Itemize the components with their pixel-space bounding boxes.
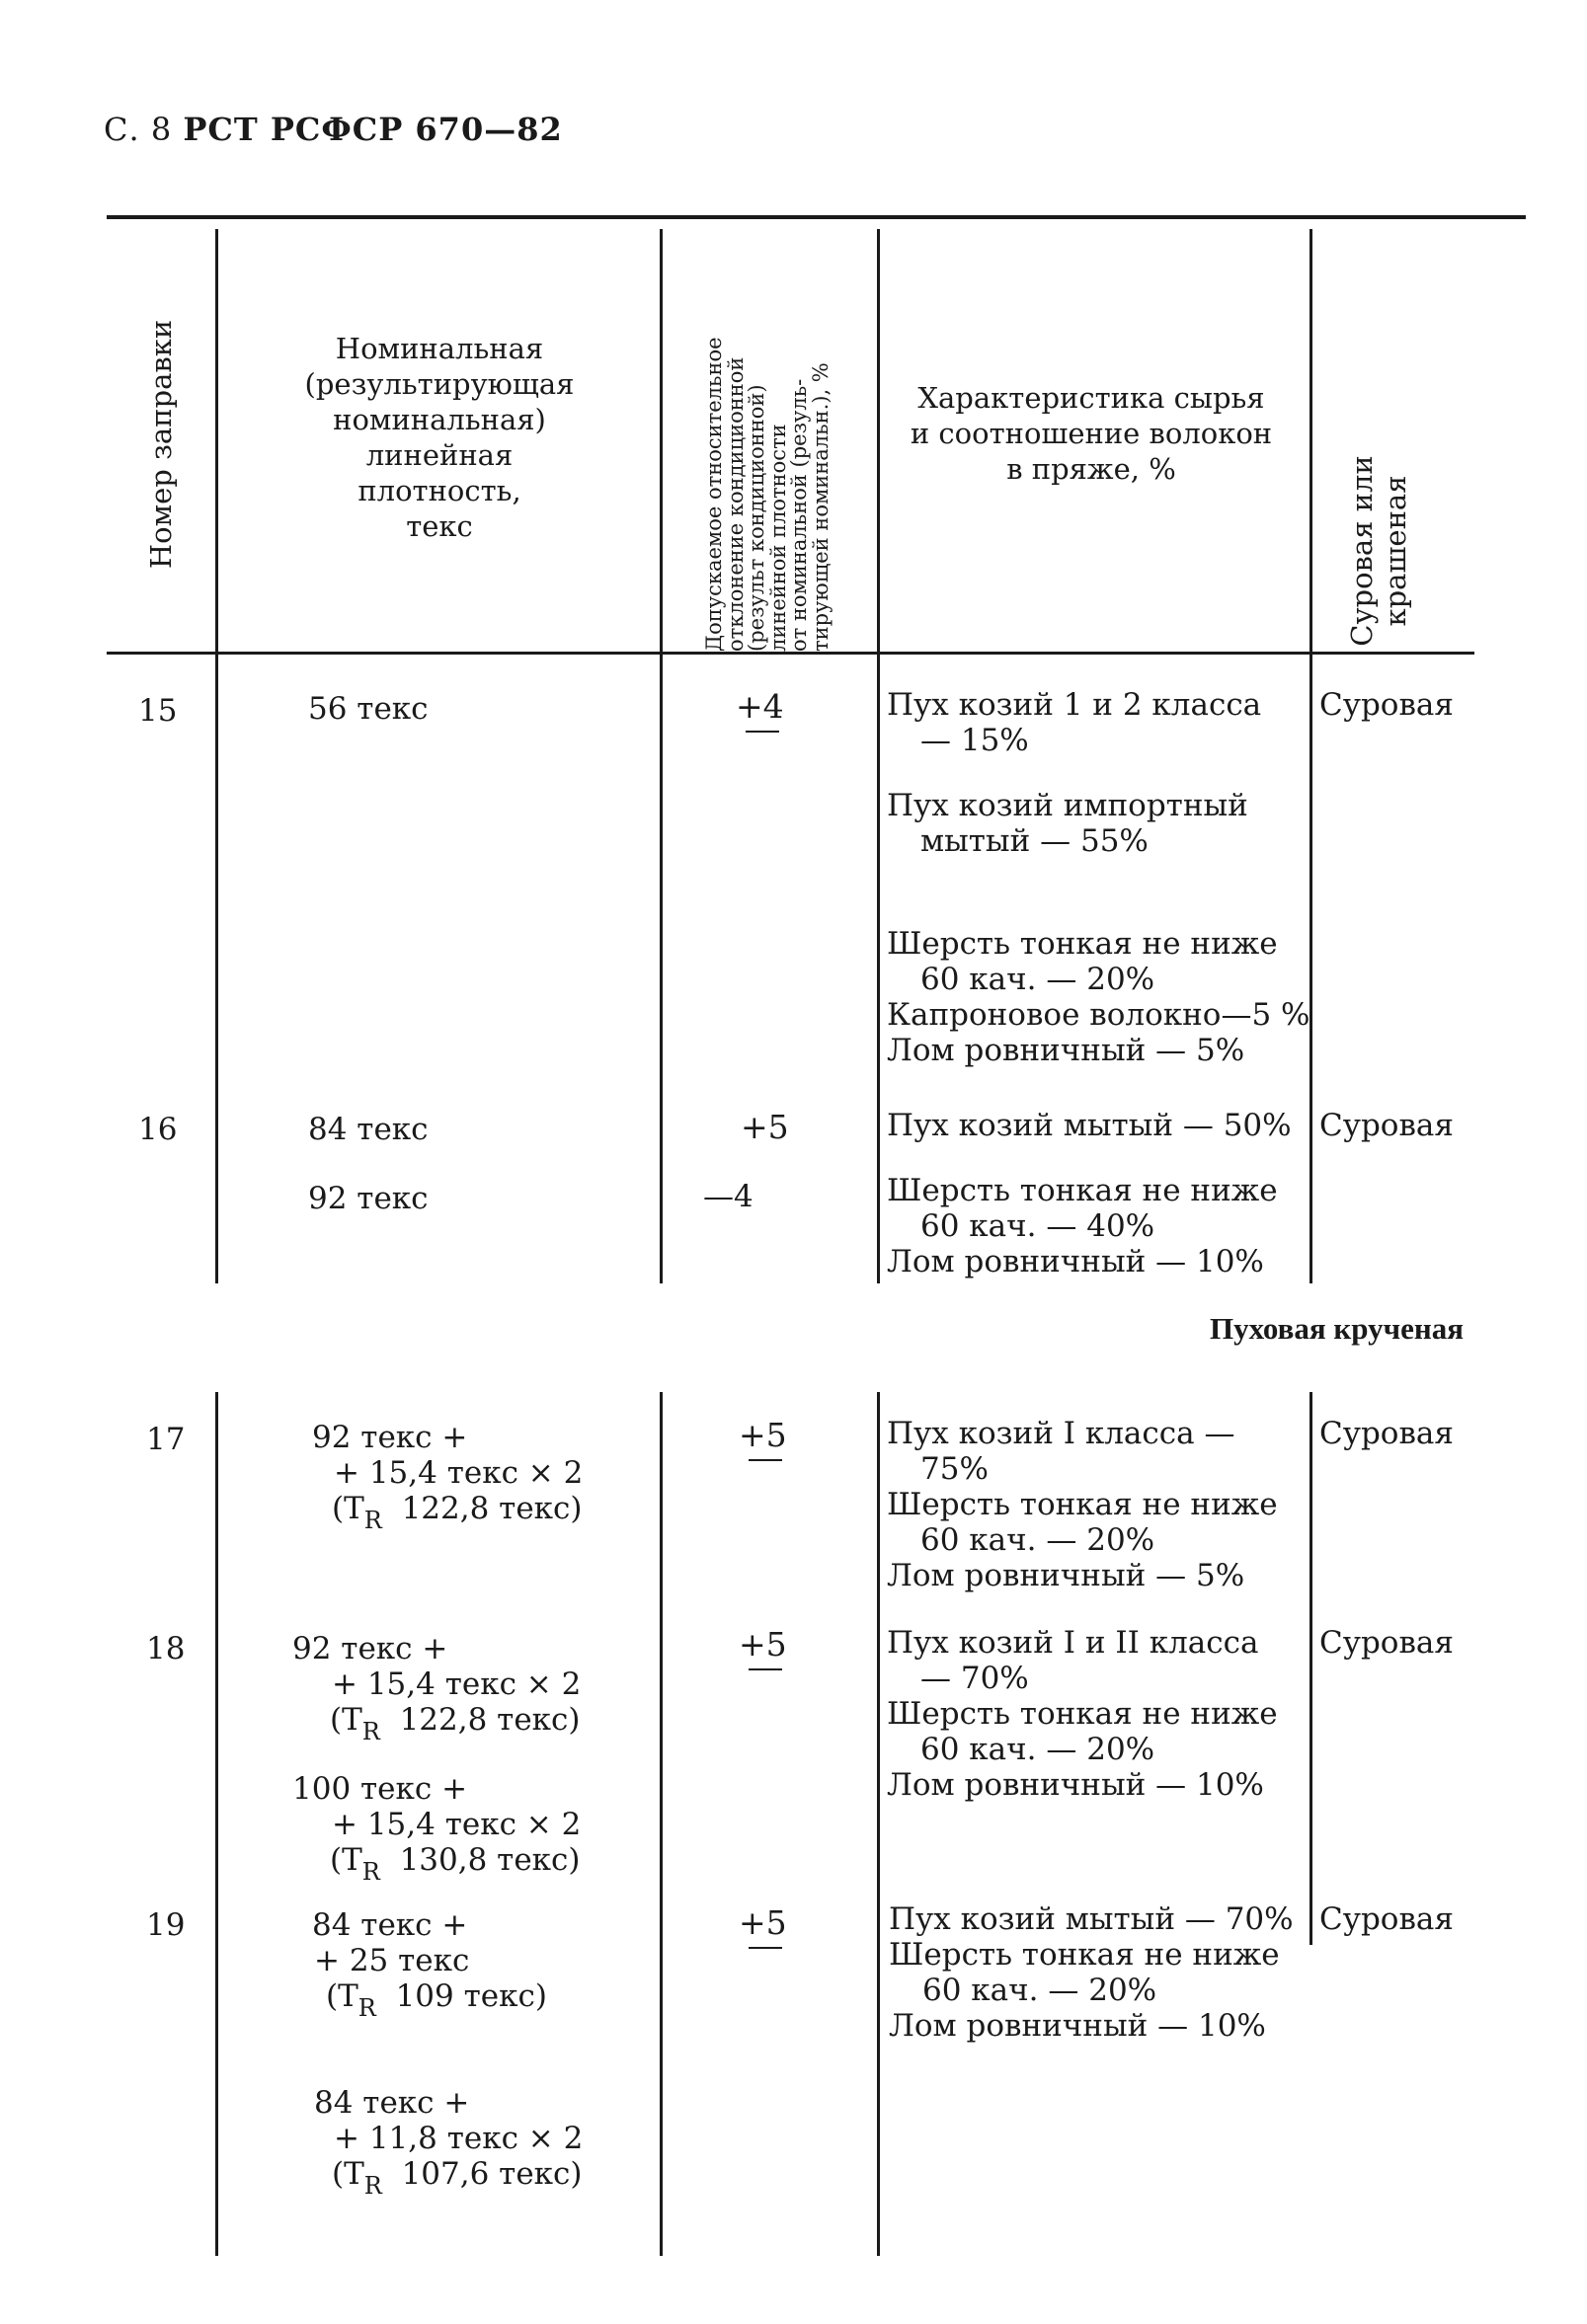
density-line: ($T_R$ 122,8 текс) bbox=[330, 1702, 581, 1745]
density-line: ($T_R$ 122,8 текс) bbox=[332, 1491, 583, 1534]
fiber-line: Пух козий мытый — 70% bbox=[889, 1901, 1294, 1937]
row-15-fibers bbox=[887, 687, 1310, 1068]
fiber-line: Шерсть тонкая не ниже bbox=[887, 1696, 1278, 1732]
density-line: + 15,4 текс × 2 bbox=[332, 1666, 582, 1702]
density-line: + 25 текс bbox=[314, 1943, 470, 1978]
density-line: 84 текс + bbox=[312, 1907, 468, 1943]
minus-sign bbox=[746, 731, 779, 733]
col-header-tolerance bbox=[704, 237, 833, 652]
header-line: Суровая или bbox=[1345, 455, 1379, 647]
header-line: крашеная bbox=[1379, 475, 1412, 627]
density-line: 92 текс + bbox=[312, 1420, 468, 1455]
fiber-line: Пух козий I и II класса bbox=[887, 1625, 1259, 1661]
row-16-density-b: 92 текс bbox=[308, 1181, 429, 1216]
row-15-tolerance bbox=[736, 689, 784, 733]
row-15-type: Суровая bbox=[1319, 687, 1454, 723]
page-number: С. 8 bbox=[104, 111, 173, 148]
vline-5 bbox=[215, 1392, 218, 2256]
fiber-line: Лом ровничный — 5% bbox=[887, 1558, 1245, 1593]
tolerance-value: +5 bbox=[739, 1625, 787, 1664]
fiber-line: Лом ровничный — 5% bbox=[887, 1033, 1245, 1068]
density-line: 100 текс + bbox=[292, 1771, 468, 1807]
fiber-line: 60 кач. — 20% bbox=[922, 1973, 1157, 2008]
row-16-fibers bbox=[887, 1108, 1292, 1279]
fiber-line: Лом ровничный — 10% bbox=[889, 2008, 1266, 2044]
row-16-tolerance-minus: —4 bbox=[703, 1179, 754, 1214]
fiber-line: Пух козий импортный bbox=[887, 788, 1248, 823]
row-18-density-a bbox=[292, 1631, 582, 1745]
header-line: тирующей номинальн.), % bbox=[808, 362, 833, 652]
row-19-type: Суровая bbox=[1319, 1901, 1454, 1937]
row-16-density-a: 84 текс bbox=[308, 1112, 429, 1147]
tolerance-value: +5 bbox=[739, 1903, 787, 1942]
row-16-tolerance-plus: +5 bbox=[741, 1108, 789, 1146]
header-line: (результ кондиционной) bbox=[745, 384, 768, 652]
header-line: линейной плотности bbox=[765, 424, 790, 652]
fiber-line: Шерсть тонкая не ниже bbox=[887, 926, 1278, 962]
header-line: линейная bbox=[365, 438, 514, 472]
tolerance-value: +5 bbox=[739, 1416, 787, 1454]
tolerance-value: +4 bbox=[736, 687, 784, 726]
fiber-line: Шерсть тонкая не ниже bbox=[887, 1173, 1278, 1208]
header-line: плотность, bbox=[357, 474, 521, 507]
row-16-number: 16 bbox=[138, 1112, 178, 1147]
header-line: в пряже, % bbox=[1006, 452, 1176, 486]
fiber-line: Капроновое волокно—5 % bbox=[887, 997, 1310, 1033]
header-line: Допускаемое относительное bbox=[702, 337, 726, 652]
density-line: ($T_R$ 130,8 текс) bbox=[330, 1842, 581, 1886]
density-line: 92 текс + bbox=[292, 1631, 448, 1666]
row-15-density: 56 текс bbox=[308, 691, 429, 727]
header-line: текс bbox=[406, 509, 473, 543]
density-line: ($T_R$ 109 текс) bbox=[326, 1978, 547, 2022]
header-line: от номинальной (резуль- bbox=[787, 378, 811, 652]
vline-7 bbox=[877, 1392, 880, 2256]
header-line: номинальная) bbox=[333, 403, 546, 436]
fiber-line: Лом ровничный — 10% bbox=[887, 1767, 1264, 1803]
row-19-density-b bbox=[314, 2085, 584, 2200]
minus-sign bbox=[749, 1947, 782, 1949]
row-17-density bbox=[312, 1420, 584, 1534]
row-18-number: 18 bbox=[146, 1631, 186, 1666]
row-18-fibers bbox=[887, 1625, 1278, 1803]
row-19-fibers bbox=[889, 1901, 1294, 2044]
density-line: + 15,4 текс × 2 bbox=[332, 1807, 582, 1842]
vline-1 bbox=[215, 229, 218, 1283]
col-header-fibers bbox=[884, 380, 1299, 487]
row-18-tolerance bbox=[739, 1627, 787, 1670]
header-line: отклонение кондиционной bbox=[723, 356, 748, 652]
header-bottom-rule bbox=[107, 652, 1474, 655]
top-rule bbox=[107, 215, 1526, 219]
minus-sign bbox=[749, 1668, 782, 1670]
row-17-tolerance bbox=[739, 1418, 787, 1461]
vline-3 bbox=[877, 229, 880, 1283]
row-18-density-b bbox=[292, 1771, 582, 1886]
row-15-number: 15 bbox=[138, 693, 178, 729]
header-line: (результирующая bbox=[304, 367, 575, 401]
header-line: Номинальная bbox=[335, 332, 544, 365]
fiber-line: Шерсть тонкая не ниже bbox=[889, 1937, 1280, 1973]
fiber-line: Пух козий I класса — bbox=[887, 1416, 1235, 1451]
fiber-line: 60 кач. — 40% bbox=[920, 1208, 1155, 1244]
page-header bbox=[104, 111, 563, 148]
fiber-line: 60 кач. — 20% bbox=[920, 1732, 1155, 1767]
standard-code: РСТ РСФСР 670—82 bbox=[183, 111, 563, 148]
fiber-line: 60 кач. — 20% bbox=[920, 962, 1155, 997]
fiber-line: Пух козий 1 и 2 класса bbox=[887, 687, 1262, 723]
row-18-type: Суровая bbox=[1319, 1625, 1454, 1661]
section-title: Пуховая крученая bbox=[1210, 1311, 1464, 1346]
vline-2 bbox=[660, 229, 663, 1283]
fiber-line: — 15% bbox=[920, 723, 1029, 758]
col-header-number: Номер заправки bbox=[144, 319, 178, 570]
row-19-number: 19 bbox=[146, 1907, 186, 1943]
density-line: ($T_R$ 107,6 текс) bbox=[332, 2156, 583, 2200]
fiber-line: Лом ровничный — 10% bbox=[887, 1244, 1264, 1279]
vline-8 bbox=[1309, 1392, 1312, 1945]
fiber-line: Шерсть тонкая не ниже bbox=[887, 1487, 1278, 1522]
vline-6 bbox=[660, 1392, 663, 2256]
row-17-number: 17 bbox=[146, 1422, 186, 1457]
minus-sign bbox=[749, 1459, 782, 1461]
fiber-line: Пух козий мытый — 50% bbox=[887, 1108, 1292, 1143]
col-header-type bbox=[1345, 452, 1420, 650]
header-line: Характеристика сырья bbox=[917, 381, 1265, 415]
fiber-line: 75% bbox=[920, 1451, 989, 1487]
density-line: + 11,8 текс × 2 bbox=[334, 2121, 584, 2156]
density-line: 84 текс + bbox=[314, 2085, 470, 2121]
row-16-type: Суровая bbox=[1319, 1108, 1454, 1143]
row-19-density-a bbox=[312, 1907, 547, 2022]
fiber-line: мытый — 55% bbox=[920, 823, 1149, 859]
fiber-line: — 70% bbox=[920, 1661, 1029, 1696]
row-17-type: Суровая bbox=[1319, 1416, 1454, 1451]
row-19-tolerance bbox=[739, 1905, 787, 1949]
header-line: и соотношение волокон bbox=[910, 417, 1273, 450]
fiber-line: 60 кач. — 20% bbox=[920, 1522, 1155, 1558]
col-header-density bbox=[252, 331, 627, 544]
density-line: + 15,4 текс × 2 bbox=[334, 1455, 584, 1491]
row-17-fibers bbox=[887, 1416, 1278, 1593]
